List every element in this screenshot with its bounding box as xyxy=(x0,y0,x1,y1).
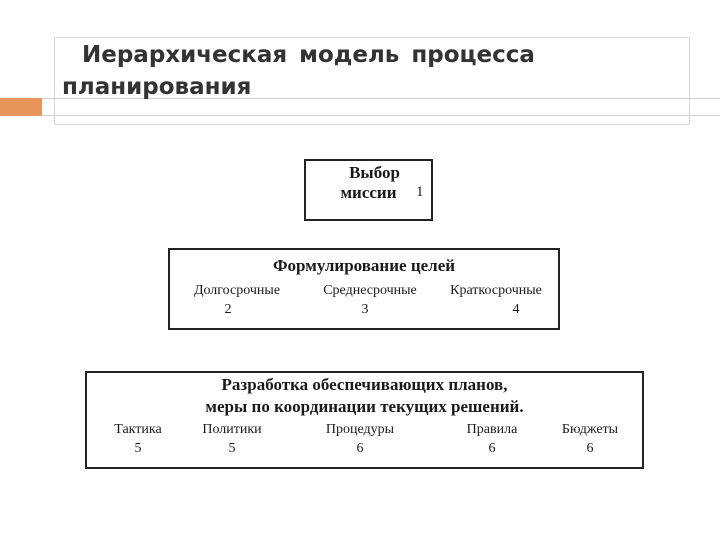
plan-policies-number: 5 xyxy=(228,441,236,456)
plan-tactics-number: 5 xyxy=(134,441,142,456)
goal-mid-term-label: Среднесрочные xyxy=(323,283,417,298)
accent-bar xyxy=(0,98,42,116)
goal-long-term xyxy=(182,281,292,319)
mission-heading xyxy=(306,163,431,203)
plan-procedures xyxy=(310,420,410,458)
mission-number: 1 xyxy=(416,184,424,200)
plan-procedures-number: 6 xyxy=(356,441,364,456)
goal-short-term xyxy=(436,281,556,319)
goals-box xyxy=(168,248,560,330)
goal-short-term-number: 4 xyxy=(512,302,520,317)
goal-mid-term-number: 3 xyxy=(361,302,369,317)
slide-title-line2: планирования xyxy=(62,74,252,100)
plan-rules xyxy=(447,420,537,458)
plan-budgets xyxy=(545,420,635,458)
goal-short-term-label: Краткосрочные xyxy=(450,283,542,298)
goal-long-term-label: Долгосрочные xyxy=(193,283,281,298)
plans-heading-line1: Разработка обеспечивающих планов, xyxy=(221,375,508,394)
plan-rules-label: Правила xyxy=(466,422,518,437)
slide-title xyxy=(62,37,682,105)
plans-heading xyxy=(87,374,642,418)
plan-rules-number: 6 xyxy=(488,441,496,456)
plan-budgets-label: Бюджеты xyxy=(561,422,619,437)
plan-policies xyxy=(187,420,277,458)
goal-long-term-number: 2 xyxy=(224,302,232,317)
plan-tactics xyxy=(93,420,183,458)
plan-policies-label: Политики xyxy=(202,422,262,437)
plan-budgets-number: 6 xyxy=(586,441,594,456)
plan-tactics-label: Тактика xyxy=(114,422,162,437)
title-rule-bottom xyxy=(42,115,720,116)
plans-heading-line2: меры по координации текущих решений. xyxy=(205,397,524,416)
plans-box xyxy=(85,371,644,469)
goal-mid-term xyxy=(310,281,430,319)
mission-box xyxy=(304,159,433,221)
mission-heading-line1: Выбор xyxy=(349,163,400,182)
plan-procedures-label: Процедуры xyxy=(325,422,395,437)
mission-heading-line2: миссии xyxy=(340,183,397,202)
goals-heading: Формулирование целей xyxy=(272,256,456,275)
slide-title-line1: Иерархическая модель процесса xyxy=(82,42,535,68)
